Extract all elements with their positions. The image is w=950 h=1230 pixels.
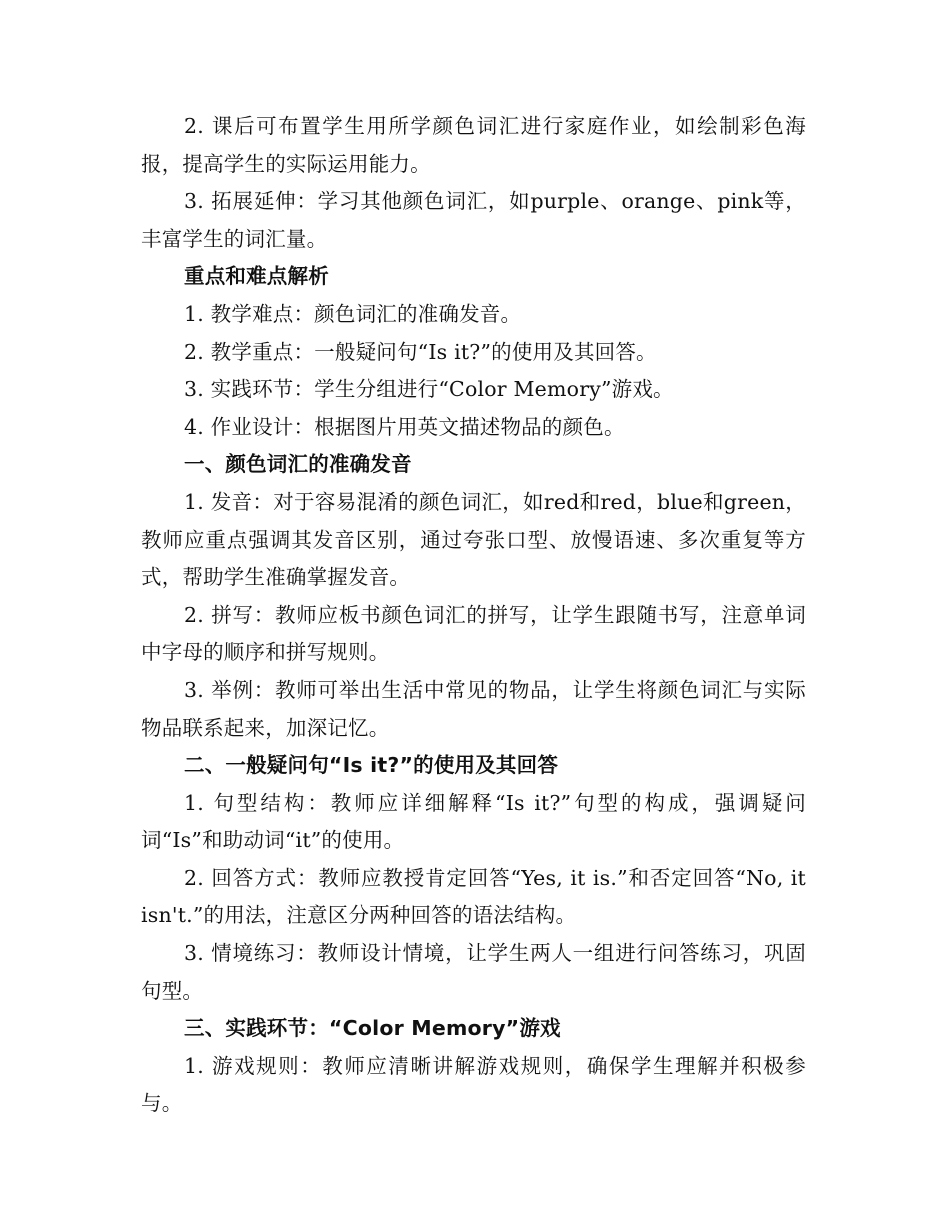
paragraph-homework: 2. 课后可布置学生用所学颜色词汇进行家庭作业，如绘制彩色海报，提高学生的实际运用能力。 [141, 114, 806, 176]
paragraph-focus: 2. 教学重点：一般疑问句“Is it?”的使用及其回答。 [184, 339, 657, 364]
paragraph-situational: 3. 情境练习：教师设计情境，让学生两人一组进行问答练习，巩固句型。 [141, 941, 806, 1003]
paragraph-spelling: 2. 拼写：教师应板书颜色词汇的拼写，让学生跟随书写，注意单词中字母的顺序和拼写规则。 [141, 602, 806, 665]
heading-game: 三、实践环节：“Color Memory”游戏 [184, 1016, 561, 1041]
paragraph-examples: 3. 举例：教师可举出生活中常见的物品，让学生将颜色词汇与实际物品联系起来，加深记忆。 [141, 677, 806, 740]
document-body [141, 108, 806, 1123]
paragraph-game-rules: 1. 游戏规则：教师应清晰讲解游戏规则，确保学生理解并积极参与。 [141, 1053, 806, 1116]
paragraph-answers: 2. 回答方式：教师应教授肯定回答“Yes, it is.”和否定回答“No, it isn't.”的用法，注意区分两种回答的语法结构。 [141, 865, 806, 928]
paragraph-practice: 3. 实践环节：学生分组进行“Color Memory”游戏。 [184, 377, 674, 402]
heading-pronunciation: 一、颜色词汇的准确发音 [184, 452, 412, 477]
paragraph-structure: 1. 句型结构：教师应详细解释“Is it?”句型的构成，强调疑问词“Is”和助动词“it”的使用。 [141, 790, 806, 853]
paragraph-difficulty: 1. 教学难点：颜色词汇的准确发音。 [184, 301, 522, 326]
paragraph-extension: 3. 拓展延伸：学习其他颜色词汇，如purple、orange、pink等，丰富学生的词汇量。 [141, 189, 806, 251]
paragraph-assignment: 4. 作业设计：根据图片用英文描述物品的颜色。 [184, 414, 625, 439]
heading-key-points: 重点和难点解析 [184, 264, 329, 289]
heading-question-form: 二、一般疑问句“Is it?”的使用及其回答 [184, 753, 559, 778]
paragraph-pronunciation: 1. 发音：对于容易混淆的颜色词汇，如red和red，blue和green，教师应重点强调其发音区别，通过夸张口型、放慢语速、多次重复等方式，帮助学生准确掌握发音。 [141, 489, 806, 590]
